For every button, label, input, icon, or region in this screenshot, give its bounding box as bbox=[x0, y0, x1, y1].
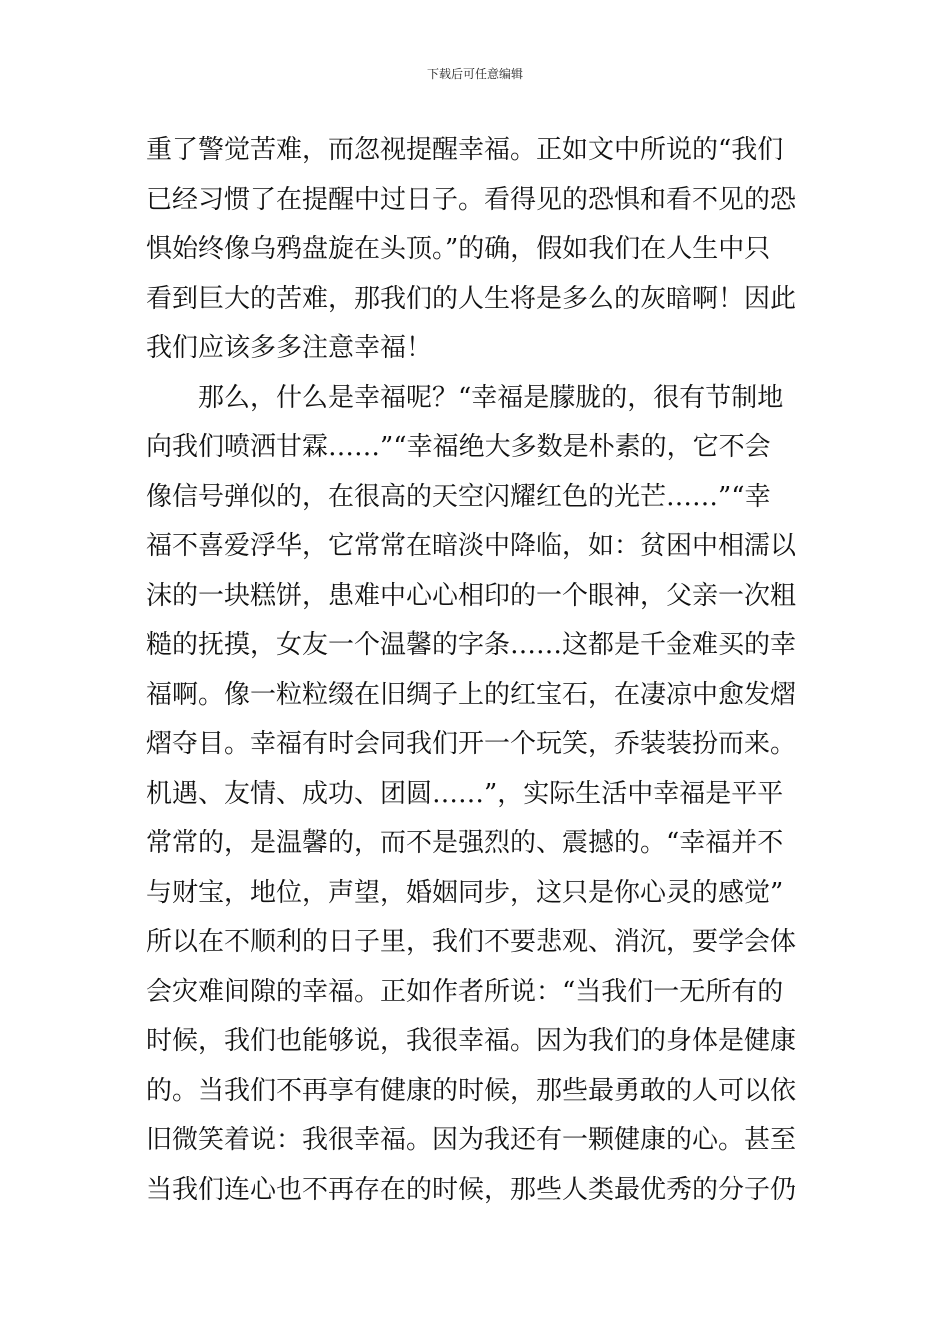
text-line: 的。当我们不再享有健康的时候，那些最勇敢的人可以依 bbox=[146, 1075, 797, 1106]
text-line: 糙的抚摸，女友一个温馨的字条……这都是千金难买的幸 bbox=[146, 630, 797, 660]
text-line: 向我们喷洒甘霖……”“幸福绝大多数是朴素的，它不会 bbox=[146, 432, 771, 462]
text-line: 常常的，是温馨的，而不是强烈的、震撼的。“幸福并不 bbox=[146, 828, 784, 858]
text-line: 熠夺目。幸福有时会同我们开一个玩笑，乔装装扮而来。 bbox=[146, 729, 797, 759]
text-line: 所以在不顺利的日子里，我们不要悲观、消沉，要学会体 bbox=[146, 927, 797, 957]
text-line: 重了警觉苦难，而忽视提醒幸福。正如文中所说的“我们 bbox=[146, 135, 784, 165]
text-line: 我们应该多多注意幸福！ bbox=[146, 333, 433, 363]
text-line: 福不喜爱浮华，它常常在暗淡中降临，如：贫困中相濡以 bbox=[146, 531, 797, 561]
text-line: 当我们连心也不再存在的时候，那些人类最优秀的分子仍 bbox=[146, 1174, 797, 1205]
text-line: 与财宝，地位，声望，婚姻同步，这只是你心灵的感觉” bbox=[146, 877, 784, 908]
page-header: 下载后可任意编辑 bbox=[426, 67, 523, 81]
text-line: 惧始终像乌鸦盘旋在头顶。”的确，假如我们在人生中只 bbox=[146, 234, 771, 264]
text-line: 时候，我们也能够说，我很幸福。因为我们的身体是健康 bbox=[146, 1026, 797, 1056]
text-line: 已经习惯了在提醒中过日子。看得见的恐惧和看不见的恐 bbox=[146, 184, 797, 215]
text-line: 沫的一块糕饼，患难中心心相印的一个眼神，父亲一次粗 bbox=[146, 580, 797, 611]
text-line: 机遇、友情、成功、团圆……”，实际生活中幸福是平平 bbox=[146, 778, 784, 809]
text-line: 旧微笑着说：我很幸福。因为我还有一颗健康的心。甚至 bbox=[146, 1125, 797, 1155]
text-line: 看到巨大的苦难，那我们的人生将是多么的灰暗啊！因此 bbox=[146, 283, 797, 314]
document-body bbox=[146, 126, 808, 1215]
text-line: 福啊。像一粒粒缀在旧绸子上的红宝石，在凄凉中愈发熠 bbox=[146, 679, 797, 710]
text-line: 像信号弹似的，在很高的天空闪耀红色的光芒……”“幸 bbox=[146, 481, 771, 512]
paragraph-first-line: 那么，什么是幸福呢？“幸福是朦胧的，很有节制地 bbox=[198, 382, 784, 413]
text-line: 会灾难间隙的幸福。正如作者所说：“当我们一无所有的 bbox=[146, 976, 784, 1007]
